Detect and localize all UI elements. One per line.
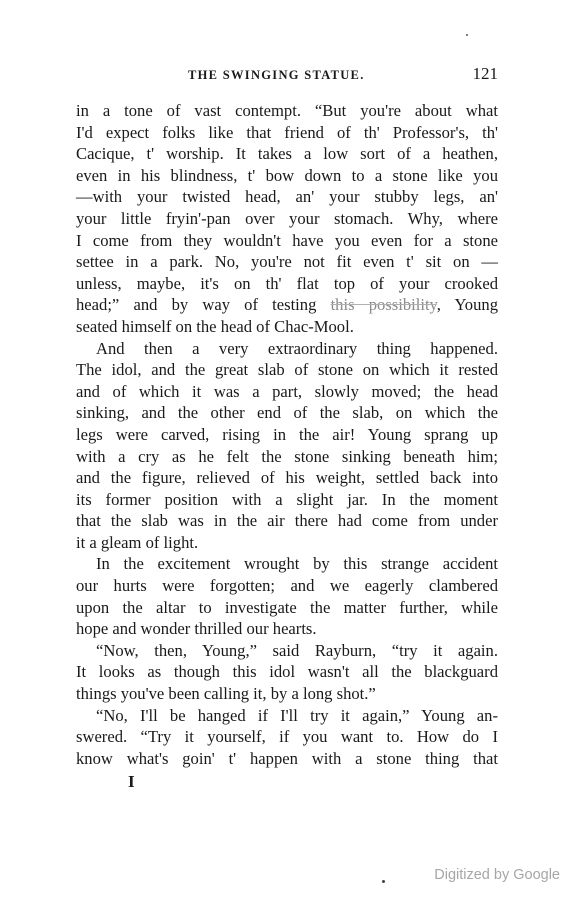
text-line: your little fryin'-pan over your stomach. Why, where xyxy=(76,208,498,228)
text-line: It looks as though this idol wasn't all the blackguard xyxy=(76,662,498,682)
text-line: settee in a park. No, you're not fit even t' sit on — xyxy=(76,252,498,272)
text-line: swered. “Try it yourself, if you want to. How do I xyxy=(76,727,498,747)
text-line: even in his blindness, t' bow down to a stone like you xyxy=(76,165,498,185)
text-line: The idol, and the great slab of stone on which it rested xyxy=(76,360,498,380)
text-line: sinking, and the other end of the slab, on which the xyxy=(76,403,498,423)
text-line: and of which it was a part, slowly moved; the head xyxy=(76,381,498,401)
text-line: in a tone of vast contempt. “But you're about what xyxy=(76,101,498,120)
text-line: I'd expect folks like that friend of th' Professor's, th' xyxy=(76,122,498,142)
ink-speck xyxy=(382,880,385,883)
text-line: unless, maybe, it's on th' flat top of your crooked xyxy=(76,273,498,293)
text-line: And then a very extraordinary thing happened. xyxy=(96,338,498,358)
page-header xyxy=(80,64,498,86)
text-line: I come from they wouldn't have you even for a stone xyxy=(76,230,498,250)
signature-mark: I xyxy=(128,772,135,791)
digitization-watermark: Digitized by Google xyxy=(434,867,560,883)
text-line: “No, I'll be hanged if I'll try it again,” Young an- xyxy=(96,705,498,725)
text-line: hope and wonder thrilled our hearts. xyxy=(76,619,317,639)
text-line: its former position with a slight jar. In the moment xyxy=(76,489,498,509)
text-line: things you've been calling it, by a long shot.” xyxy=(76,684,376,704)
text-line: —with your twisted head, an' your stubby legs, an' xyxy=(76,187,498,207)
text-line: our hurts were forgotten; and we eagerly clambered xyxy=(76,576,498,596)
text-line: In the excitement wrought by this strange accident xyxy=(96,554,498,574)
page-number: 121 xyxy=(472,64,498,83)
text-line: know what's goin' t' happen with a stone thing that xyxy=(76,748,498,768)
text-fragment: head;” and by way of testing xyxy=(76,295,317,315)
ink-speck xyxy=(466,34,468,36)
text-line: legs were carved, rising in the air! Young sprang up xyxy=(76,424,498,444)
text-fragment: , Young xyxy=(436,295,498,315)
text-line xyxy=(76,294,498,316)
text-line: upon the altar to investigate the matter further, while xyxy=(76,597,498,617)
body-text xyxy=(76,100,498,769)
struck-text: this possibility xyxy=(330,295,437,315)
text-line: it a gleam of light. xyxy=(76,532,199,552)
text-line: “Now, then, Young,” said Rayburn, “try it again. xyxy=(96,640,498,660)
text-line: Cacique, t' worship. It takes a low sort of a heathen, xyxy=(76,144,498,164)
text-line: with a cry as he felt the stone sinking beneath him; xyxy=(76,446,498,466)
text-line: seated himself on the head of Chac-Mool. xyxy=(76,316,354,336)
text-line: that the slab was in the air there had come from under xyxy=(76,511,498,531)
running-title: THE SWINGING STATUE. xyxy=(188,68,365,82)
text-line: and the figure, relieved of his weight, settled back into xyxy=(76,468,498,488)
